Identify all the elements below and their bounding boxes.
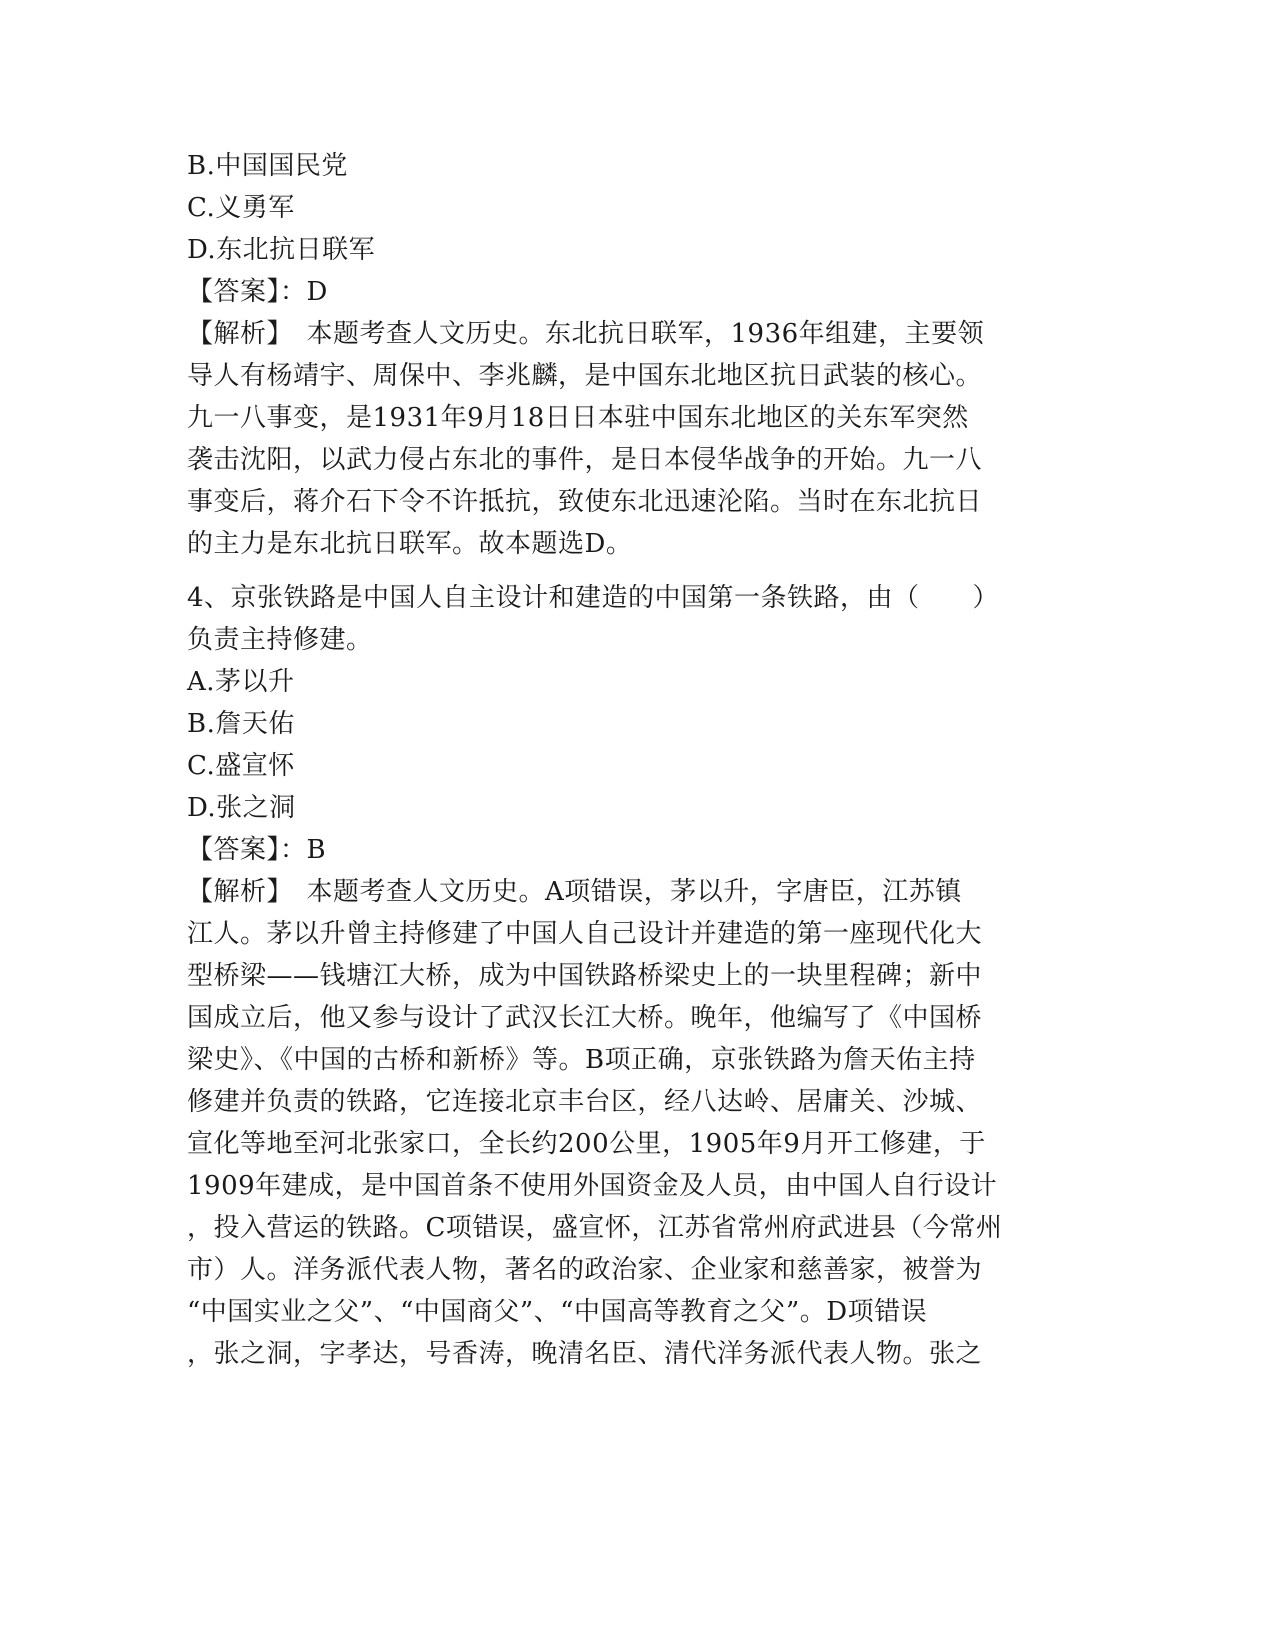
q4-question-line: 4、京张铁路是中国人自主设计和建造的中国第一条铁路，由（ ） (187, 583, 1000, 613)
q4-analysis-line: 【解析】 本题考查人文历史。A项错误，茅以升，字唐臣，江苏镇 (187, 877, 962, 907)
q4-analysis-line: 江人。茅以升曾主持修建了中国人自己设计并建造的第一座现代化大 (187, 919, 983, 949)
q4-analysis-line: 宣化等地至河北张家口，全长约200公里，1905年9月开工修建，于 (187, 1129, 986, 1159)
q4-option-c: C.盛宣怀 (187, 751, 295, 781)
q4-answer: 【答案】：B (187, 835, 327, 865)
q3-answer: 【答案】：D (187, 277, 328, 307)
q4-analysis-line: 国成立后，他又参与设计了武汉长江大桥。晚年，他编写了《中国桥 (187, 1003, 983, 1033)
q4-analysis-line: “中国实业之父”、“中国商父”、“中国高等教育之父”。D项错误 (187, 1297, 928, 1327)
q3-analysis-line: 导人有杨靖宇、周保中、李兆麟，是中国东北地区抗日武装的核心。 (187, 361, 983, 391)
q3-analysis-line: 【解析】 本题考查人文历史。东北抗日联军，1936年组建，主要领 (187, 319, 985, 349)
q3-option-d: D.东北抗日联军 (187, 235, 376, 265)
q4-analysis-line: 梁史》、《中国的古桥和新桥》等。B项正确，京张铁路为詹天佑主持 (187, 1045, 976, 1075)
q4-analysis-line: 1909年建成，是中国首条不使用外国资金及人员，由中国人自行设计 (187, 1171, 998, 1201)
q3-analysis-line: 袭击沈阳，以武力侵占东北的事件，是日本侵华战争的开始。九一八 (187, 445, 983, 475)
document-page (187, 145, 1092, 1375)
q4-analysis-line: 市）人。洋务派代表人物，著名的政治家、企业家和慈善家，被誉为 (187, 1255, 983, 1285)
q4-analysis-line: ，张之洞，字孝达，号香涛，晚清名臣、清代洋务派代表人物。张之 (187, 1339, 983, 1369)
q3-option-b: B.中国国民党 (187, 151, 348, 181)
q4-option-a: A.茅以升 (187, 667, 295, 697)
question-separator (187, 565, 1092, 577)
q4-analysis-line: ，投入营运的铁路。C项错误，盛宣怀，江苏省常州府武进县（今常州 (187, 1213, 1003, 1243)
q4-analysis-line: 修建并负责的铁路，它连接北京丰台区，经八达岭、居庸关、沙城、 (187, 1087, 983, 1117)
q3-analysis-line: 的主力是东北抗日联军。故本题选D。 (187, 529, 633, 559)
q4-option-b: B.詹天佑 (187, 709, 295, 739)
q4-option-d: D.张之洞 (187, 793, 296, 823)
q4-question-line: 负责主持修建。 (187, 625, 373, 655)
q3-analysis-line: 九一八事变，是1931年9月18日日本驻中国东北地区的关东军突然 (187, 403, 969, 433)
q3-analysis-line: 事变后，蒋介石下令不许抵抗，致使东北迅速沦陷。当时在东北抗日 (187, 487, 983, 517)
q3-option-c: C.义勇军 (187, 193, 295, 223)
q4-analysis-line: 型桥梁——钱塘江大桥，成为中国铁路桥梁史上的一块里程碑；新中 (187, 961, 983, 991)
